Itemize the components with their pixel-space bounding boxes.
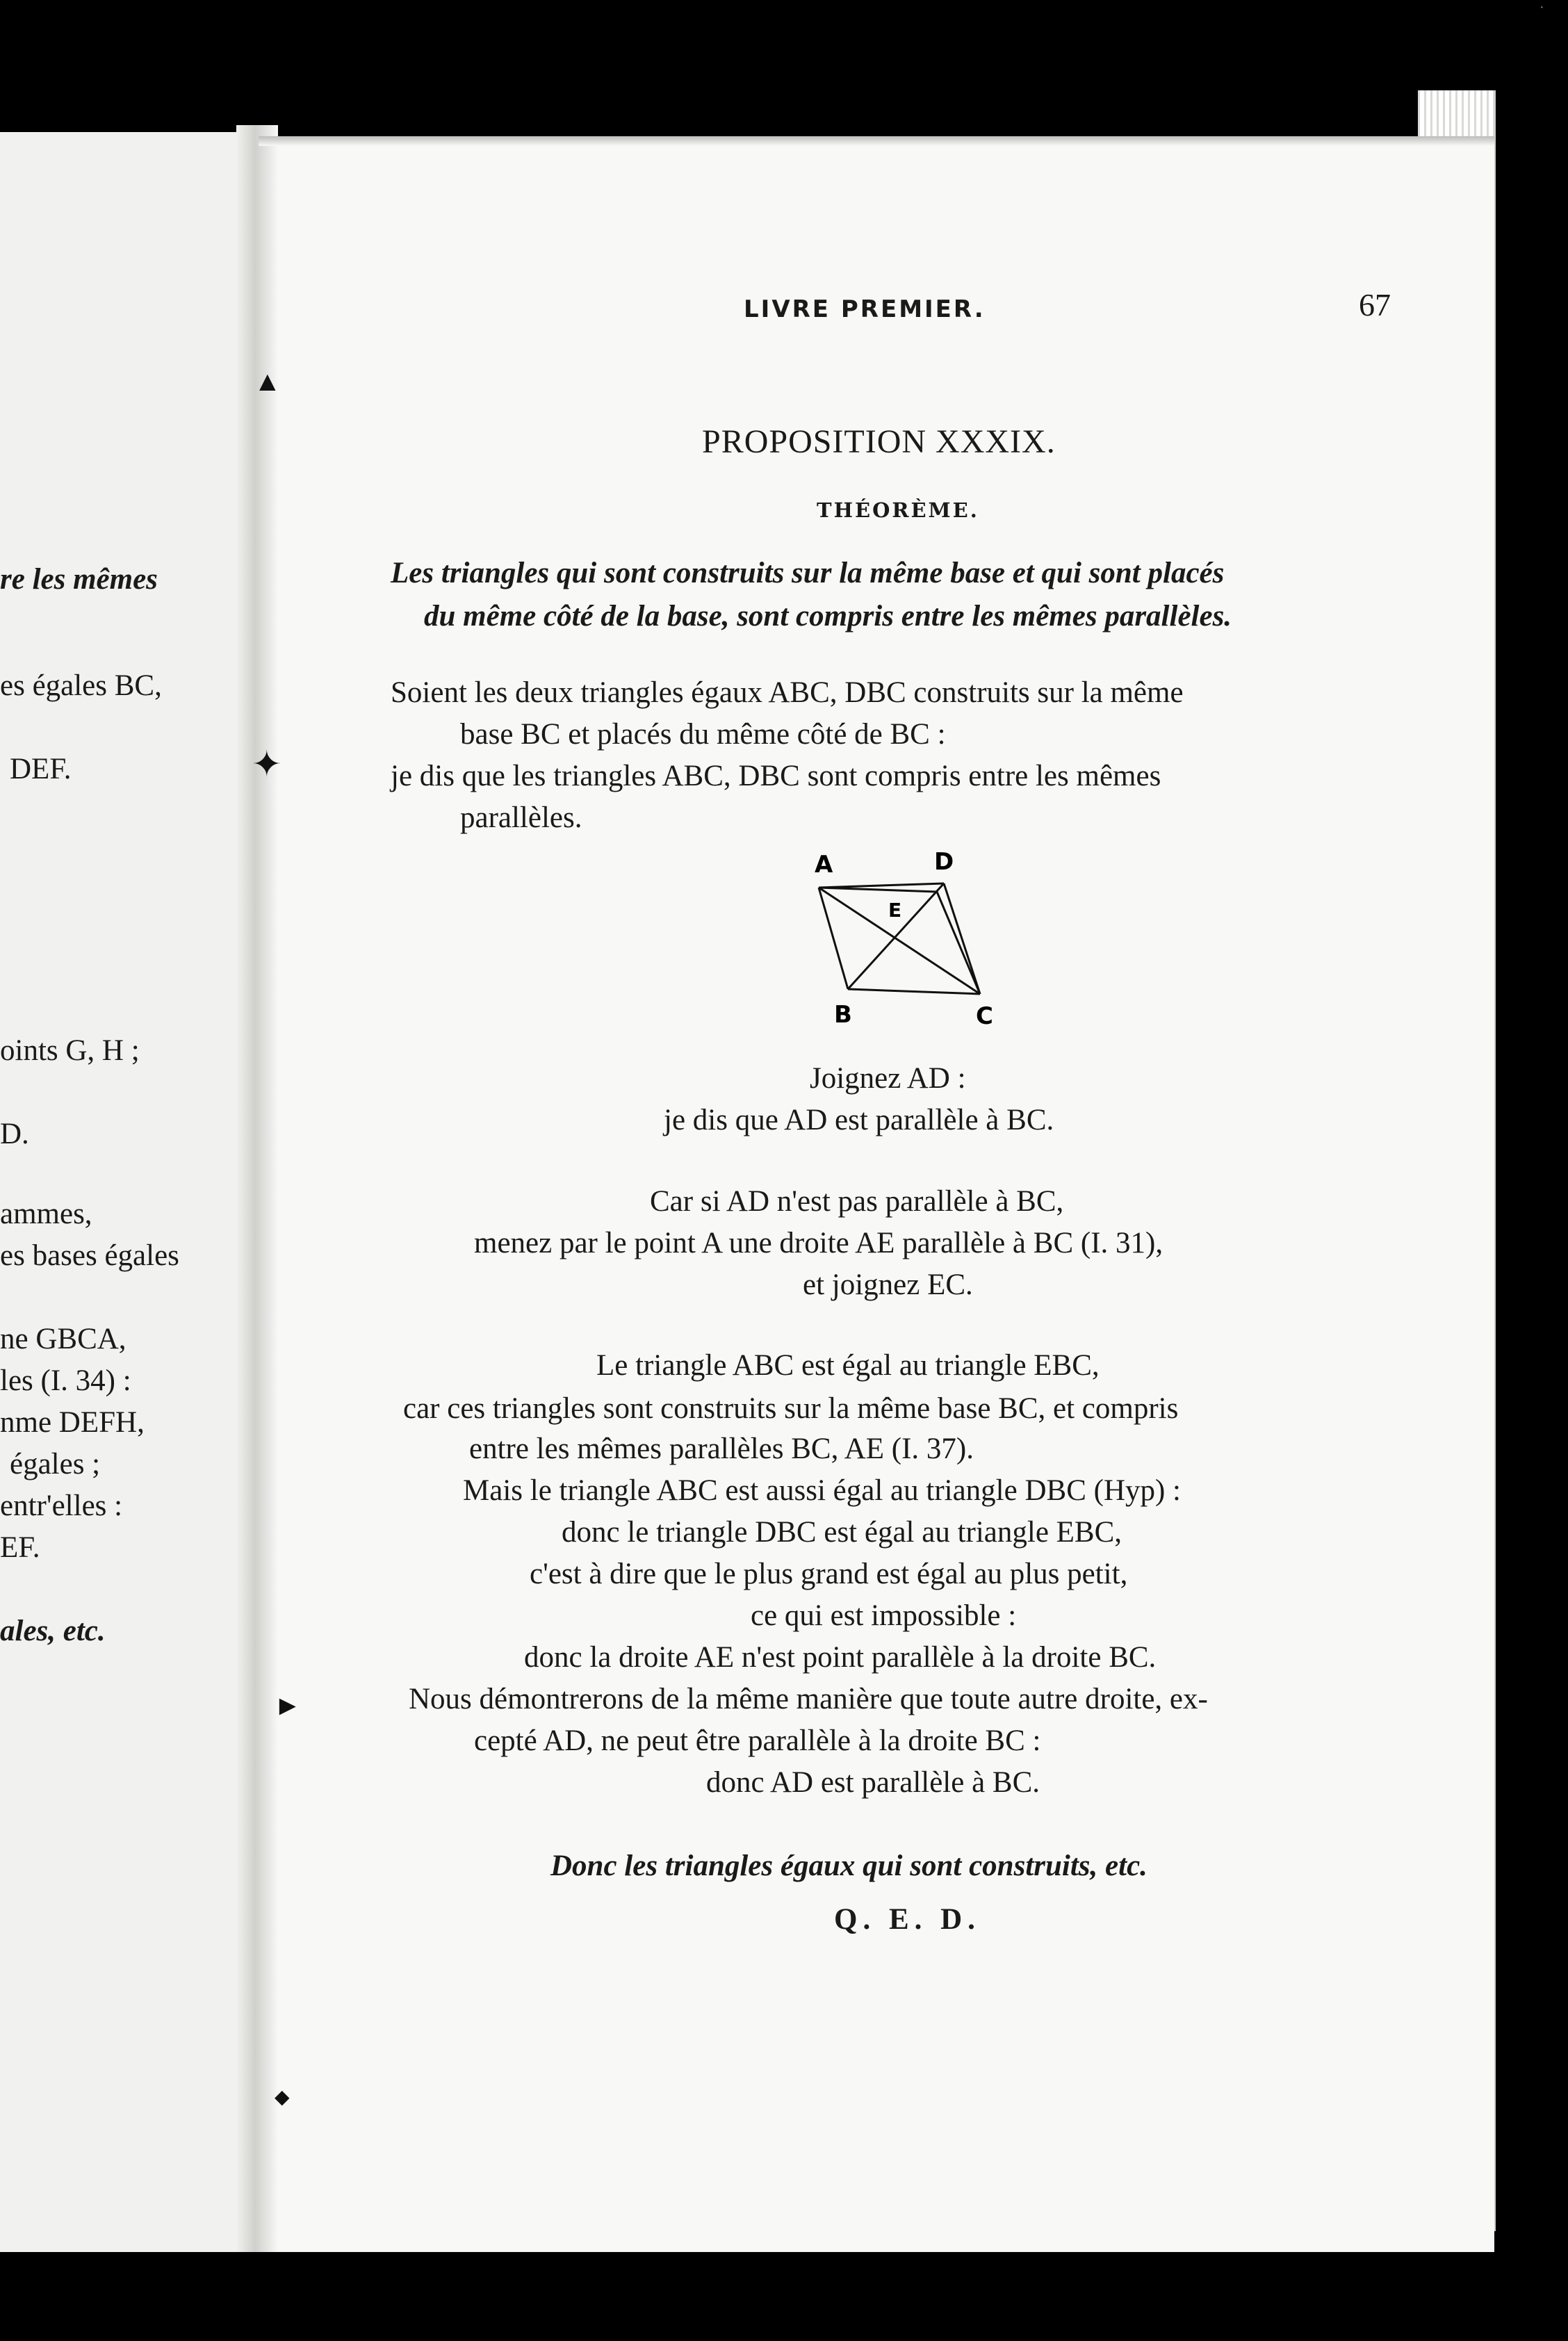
proof-line: Joignez AD : <box>810 1062 966 1095</box>
line-dc <box>944 883 980 994</box>
proposition-title: PROPOSITION XXXIX. <box>702 423 1056 460</box>
setup-line: base BC et placés du même côté de BC : <box>460 718 946 751</box>
line-ae <box>819 888 937 892</box>
left-line: es bases égales <box>0 1239 179 1272</box>
running-head: LIVRE PREMIER. <box>744 295 986 323</box>
gutter-mark-icon: ◆ <box>275 2087 290 2108</box>
left-line: ne GBCA, <box>0 1323 126 1355</box>
left-line: ales, etc. <box>0 1615 106 1647</box>
proof-line: c'est à dire que le plus grand est égal au plus petit, <box>530 1558 1128 1590</box>
label-a: A <box>815 851 833 879</box>
proof-line: entre les mêmes parallèles BC, AE (I. 37). <box>469 1433 974 1465</box>
geometry-figure <box>799 845 1008 1032</box>
proof-line: je dis que AD est parallèle à BC. <box>664 1104 1054 1136</box>
left-line: re les mêmes <box>0 563 158 596</box>
proof-line: cepté AD, ne peut être parallèle à la droite BC : <box>474 1724 1041 1757</box>
label-e: E <box>888 899 902 922</box>
proof-line: donc le triangle DBC est égal au triangle EBC, <box>562 1516 1122 1549</box>
proof-line: donc AD est parallèle à BC. <box>706 1766 1040 1799</box>
proof-line: car ces triangles sont construits sur la même base BC, et compris <box>403 1392 1179 1425</box>
line-ad <box>819 883 944 888</box>
proof-line: Mais le triangle ABC est aussi égal au triangle DBC (Hyp) : <box>463 1474 1182 1507</box>
page-top-fold <box>259 136 1494 146</box>
setup-line: Soient les deux triangles égaux ABC, DBC construits sur la même <box>391 676 1184 709</box>
statement-line: du même côté de la base, sont compris entre les mêmes parallèles. <box>424 600 1232 633</box>
proof-line: menez par le point A une droite AE parallèle à BC (I. 31), <box>474 1227 1163 1259</box>
proof-line: Car si AD n'est pas parallèle à BC, <box>650 1185 1064 1218</box>
left-line: DEF. <box>10 753 72 785</box>
theorem-label: THÉORÈME. <box>817 498 979 522</box>
book-gutter <box>236 125 278 2252</box>
left-line: les (I. 34) : <box>0 1364 131 1397</box>
conclusion-line: Donc les triangles égaux qui sont construits, etc. <box>550 1850 1148 1882</box>
gutter-mark-icon: ► <box>274 1690 302 1721</box>
label-d: D <box>934 848 954 876</box>
left-line: D. <box>0 1118 29 1150</box>
left-line: oints G, H ; <box>0 1034 140 1067</box>
label-b: B <box>834 1001 852 1029</box>
setup-line: je dis que les triangles ABC, DBC sont compris entre les mêmes <box>391 760 1161 792</box>
qed-mark: Q. E. D. <box>834 1903 981 1936</box>
left-line: es égales BC, <box>0 669 162 702</box>
proof-line: Nous démontrerons de la même manière que toute autre droite, ex- <box>409 1683 1208 1715</box>
gutter-mark-icon: ▲ <box>254 366 281 397</box>
left-line: égales ; <box>10 1448 101 1481</box>
line-bc <box>848 989 980 994</box>
left-page <box>0 132 260 2252</box>
proof-line: Le triangle ABC est égal au triangle EBC, <box>596 1349 1100 1382</box>
gutter-arrow-icon: ✦ <box>252 745 282 785</box>
proof-line: donc la droite AE n'est point parallèle à la droite BC. <box>524 1641 1157 1674</box>
left-line: nme DEFH, <box>0 1406 145 1439</box>
left-line: EF. <box>0 1531 40 1564</box>
proof-line: et joignez EC. <box>803 1269 973 1301</box>
proof-line: ce qui est impossible : <box>751 1599 1017 1632</box>
left-line: ammes, <box>0 1198 92 1230</box>
page-number: 67 <box>1359 287 1391 323</box>
setup-line: parallèles. <box>460 801 582 834</box>
corner-speck: · <box>1540 0 1544 15</box>
label-c: C <box>976 1002 993 1030</box>
statement-line: Les triangles qui sont construits sur la même base et qui sont placés <box>391 557 1225 589</box>
left-line: entr'elles : <box>0 1490 123 1522</box>
